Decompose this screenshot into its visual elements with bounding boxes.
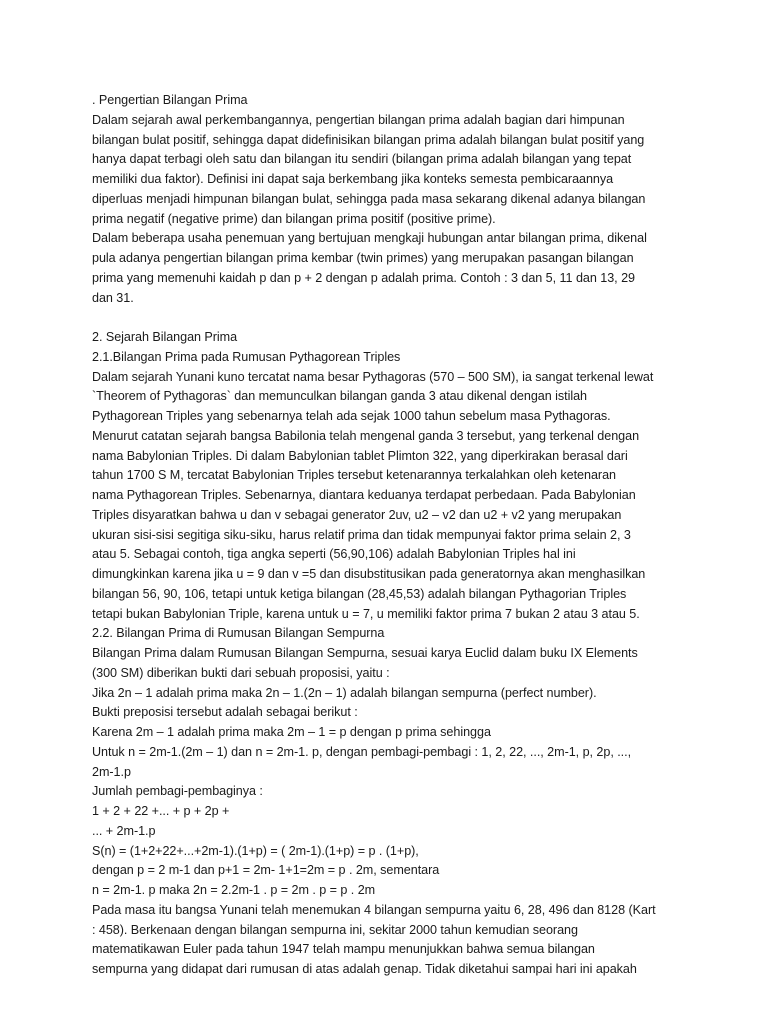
- text-line: : 458). Berkenaan dengan bilangan sempurna ini, sekitar 2000 tahun kemudian seorang: [92, 922, 578, 937]
- text-line: Pythagorean Triples yang sebenarnya telah ada sejak 1000 tahun sebelum masa Pythagoras.: [92, 409, 611, 423]
- text-line: sempurna yang didapat dari rumusan di atas adalah genap. Tidak diketahui sampai hari ini apakah: [92, 962, 637, 976]
- text-line: atau 5. Sebagai contoh, tiga angka seperti (56,90,106) adalah Babylonian Triples hal ini: [92, 547, 576, 562]
- document-page: [92, 91, 677, 980]
- subheading-sempurna: 2.2. Bilangan Prima di Rumusan Bilangan Sempurna: [92, 626, 385, 641]
- text-line: hanya dapat terbagi oleh satu dan bilangan itu sendiri (bilangan prima adalah bilangan yang tepat: [92, 152, 632, 167]
- text-line: `Theorem of Pythagoras` dan memunculkan bilangan ganda 3 atau dikenal dengan istilah: [92, 389, 587, 404]
- text-line: matematikawan Euler pada tahun 1947 telah mampu menunjukkan bahwa semua bilangan: [92, 942, 595, 957]
- subheading-pythagorean: 2.1.Bilangan Prima pada Rumusan Pythagorean Triples: [92, 349, 401, 364]
- text-line: dimungkinkan karena jika u = 9 dan v =5 dan disubstitusikan pada generatornya akan menghasilkan: [92, 567, 646, 581]
- text-line: nama Pythagorean Triples. Sebenarnya, diantara keduanya terdapat perbedaan. Pada Babylonian: [92, 488, 636, 502]
- text-line: S(n) = (1+2+22+...+2m-1).(1+p) = ( 2m-1).(1+p) = p . (1+p),: [92, 843, 419, 858]
- text-line: tetapi bukan Babylonian Triple, karena untuk u = 7, u memiliki faktor prima 7 bukan 2 atau 3 atau 5.: [92, 606, 640, 621]
- text-line: (300 SM) diberikan bukti dari sebuah proposisi, yaitu :: [92, 665, 390, 680]
- text-line: ukuran sisi-sisi segitiga siku-siku, harus relatif prima dan tidak mempunyai faktor prima selain 2, 3: [92, 527, 631, 542]
- text-line: Dalam sejarah Yunani kuno tercatat nama besar Pythagoras (570 – 500 SM), ia sangat terkenal lewat: [92, 369, 654, 384]
- text-line: dengan p = 2 m-1 dan p+1 = 2m- 1+1=2m = p . 2m, sementara: [92, 863, 440, 878]
- heading-sejarah: 2. Sejarah Bilangan Prima: [92, 330, 238, 344]
- text-line: Karena 2m – 1 adalah prima maka 2m – 1 = p dengan p prima sehingga: [92, 725, 491, 739]
- text-line: dan 31.: [92, 290, 134, 305]
- blank-line: [92, 308, 677, 328]
- text-line: Jika 2n – 1 adalah prima maka 2n – 1.(2n – 1) adalah bilangan sempurna (perfect number).: [92, 685, 597, 700]
- text-line: prima yang memenuhi kaidah p dan p + 2 dengan p adalah prima. Contoh : 3 dan 5, 11 dan 13, 29: [92, 270, 635, 285]
- text-line: memiliki dua faktor). Definisi ini dapat saja berkembang jika konteks semesta pembicaraannya: [92, 172, 614, 186]
- text-line: nama Babylonian Triples. Di dalam Babylonian tablet Plimton 322, yang diperkirakan berasal dari: [92, 448, 628, 463]
- text-line: Dalam sejarah awal perkembangannya, pengertian bilangan prima adalah bagian dari himpunan: [92, 112, 625, 127]
- text-line: prima negatif (negative prime) dan bilangan prima positif (positive prime).: [92, 211, 496, 226]
- heading-pengertian: . Pengertian Bilangan Prima: [92, 93, 248, 107]
- text-line: Dalam beberapa usaha penemuan yang bertujuan mengkaji hubungan antar bilangan prima, dikenal: [92, 231, 647, 246]
- text-line: diperluas menjadi himpunan bilangan bulat, sehingga pada masa sekarang dikenal adanya bilangan: [92, 191, 646, 206]
- text-line: Triples disyaratkan bahwa u dan v sebagai generator 2uv, u2 – v2 dan u2 + v2 yang merupakan: [92, 507, 622, 522]
- text-line: Jumlah pembagi-pembaginya :: [92, 784, 263, 799]
- text-line: Menurut catatan sejarah bangsa Babilonia telah mengenal ganda 3 tersebut, yang terkenal dengan: [92, 428, 640, 443]
- text-line: tahun 1700 S M, tercatat Babylonian Triples tersebut ketenarannya terkalahkan oleh ketenaran: [92, 468, 616, 483]
- text-line: bilangan 56, 90, 106, tetapi untuk ketiga bilangan (28,45,53) adalah bilangan Pythagorian Triples: [92, 586, 627, 601]
- text-line: n = 2m-1. p maka 2n = 2.2m-1 . p = 2m . p = p . 2m: [92, 883, 376, 897]
- text-line: Bilangan Prima dalam Rumusan Bilangan Sempurna, sesuai karya Euclid dalam buku IX Elements: [92, 646, 638, 660]
- text-line: Pada masa itu bangsa Yunani telah menemukan 4 bilangan sempurna yaitu 6, 28, 496 dan 8128 (Kart: [92, 902, 656, 917]
- text-line: Untuk n = 2m-1.(2m – 1) dan n = 2m-1. p, dengan pembagi-pembagi : 1, 2, 22, ..., 2m-1, p, 2p, ...,: [92, 744, 632, 759]
- text-line: bilangan bulat positif, sehingga dapat didefinisikan bilangan prima adalah bilangan bulat positif yang: [92, 132, 645, 147]
- text-line: pula adanya pengertian bilangan prima kembar (twin primes) yang merupakan pasangan bilangan: [92, 251, 634, 265]
- text-line: Bukti preposisi tersebut adalah sebagai berikut :: [92, 705, 358, 720]
- text-line: ... + 2m-1.p: [92, 823, 156, 838]
- text-line: 1 + 2 + 22 +... + p + 2p +: [92, 804, 230, 818]
- text-line: 2m-1.p: [92, 764, 131, 779]
